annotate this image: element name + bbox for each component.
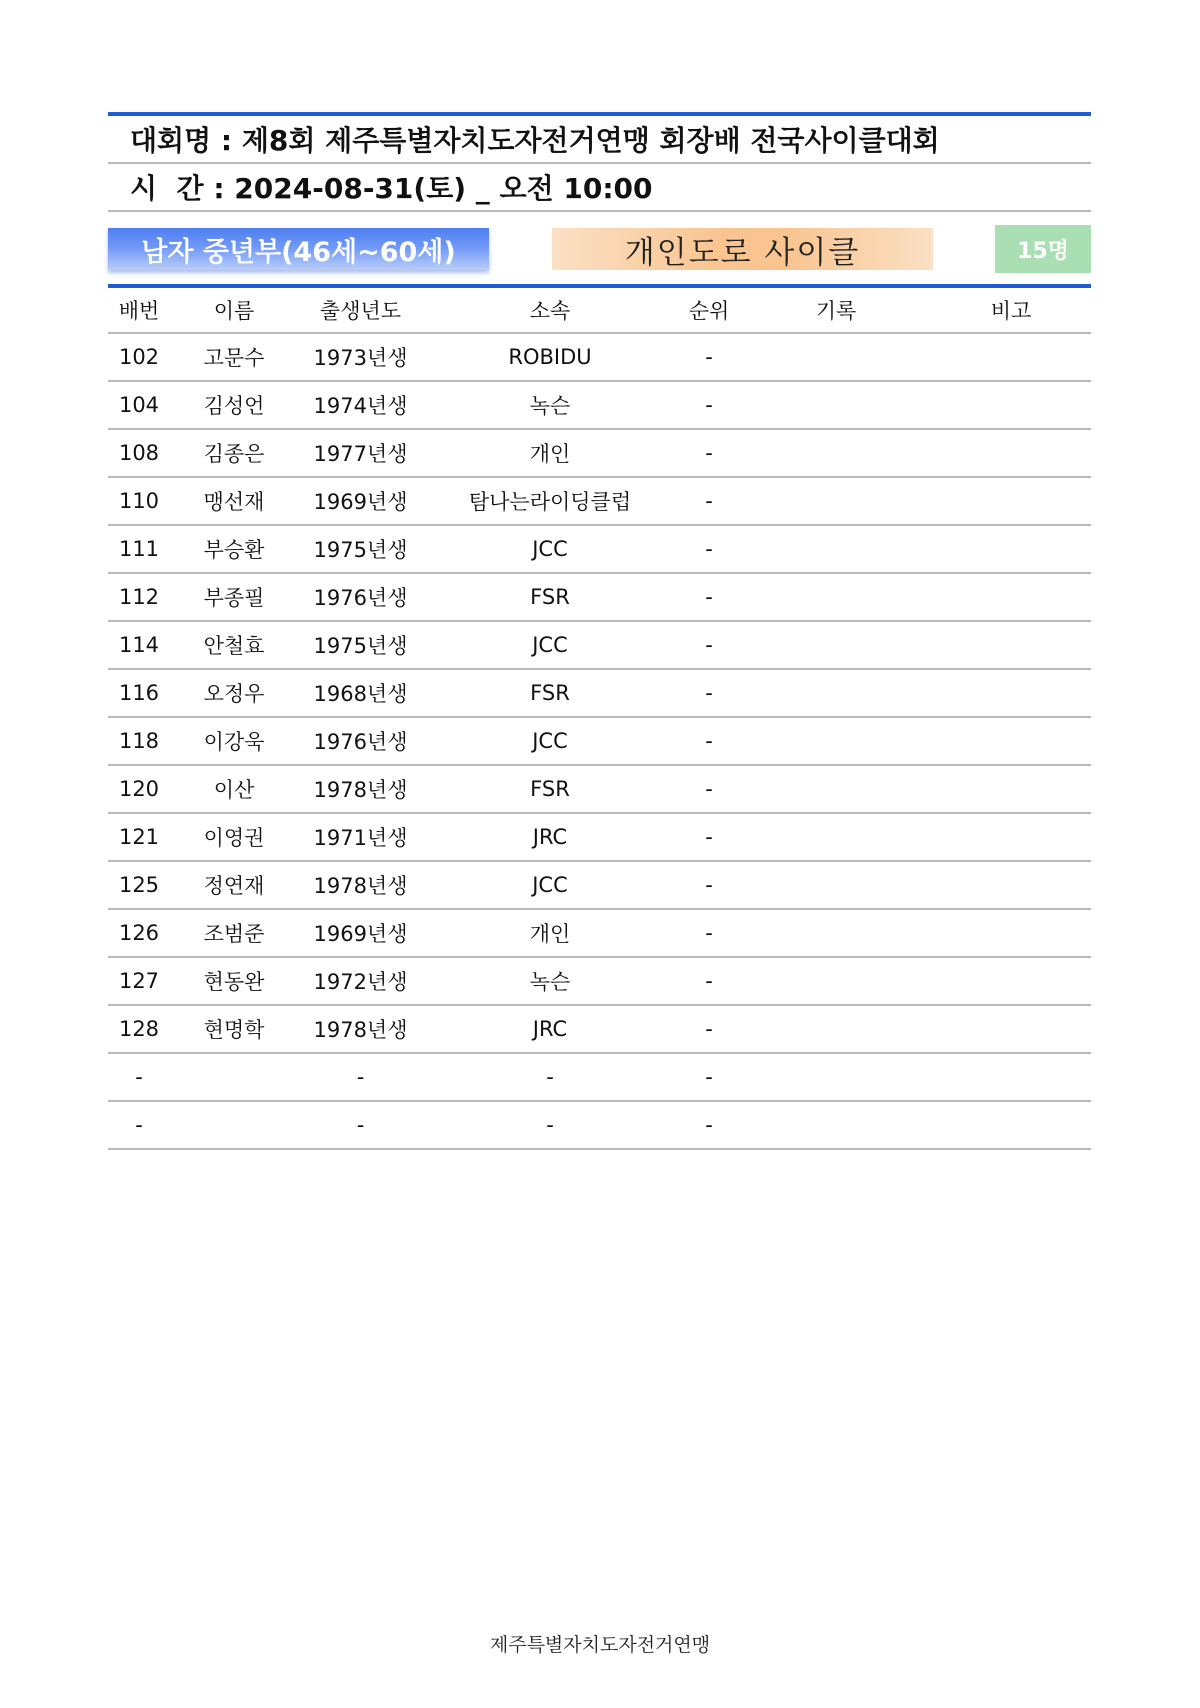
column-header-note: 비고 xyxy=(931,288,1091,333)
birth-year-cell: 1974년생 xyxy=(298,381,423,429)
column-header-team: 소속 xyxy=(423,288,677,333)
name-cell xyxy=(170,1101,298,1149)
note-cell xyxy=(931,1101,1091,1149)
name-cell: 현동완 xyxy=(170,957,298,1005)
record-cell xyxy=(741,333,931,381)
record-cell xyxy=(741,573,931,621)
note-cell xyxy=(931,861,1091,909)
name-cell: 부종필 xyxy=(170,573,298,621)
bib-cell: 111 xyxy=(108,525,170,573)
team-cell: JRC xyxy=(423,1005,677,1053)
team-cell: JCC xyxy=(423,525,677,573)
table-row xyxy=(108,381,1091,429)
bib-cell: 102 xyxy=(108,333,170,381)
record-cell xyxy=(741,429,931,477)
entry-sheet xyxy=(108,112,1091,1150)
table-row xyxy=(108,813,1091,861)
table-row xyxy=(108,525,1091,573)
time-row xyxy=(108,164,1091,212)
birth-year-cell: 1976년생 xyxy=(298,717,423,765)
note-cell xyxy=(931,765,1091,813)
rank-cell: - xyxy=(677,381,741,429)
name-cell: 이영권 xyxy=(170,813,298,861)
competition-row xyxy=(108,116,1091,164)
note-cell xyxy=(931,429,1091,477)
rank-cell: - xyxy=(677,429,741,477)
column-header-bib: 배번 xyxy=(108,288,170,333)
rank-cell: - xyxy=(677,957,741,1005)
team-cell: JCC xyxy=(423,621,677,669)
team-cell: 녹슨 xyxy=(423,381,677,429)
team-cell: - xyxy=(423,1053,677,1101)
note-cell xyxy=(931,813,1091,861)
table-row xyxy=(108,765,1091,813)
table-body xyxy=(108,333,1091,1149)
rank-cell: - xyxy=(677,1005,741,1053)
record-cell xyxy=(741,669,931,717)
event-label: 개인도로 사이클 xyxy=(552,228,933,270)
record-cell xyxy=(741,909,931,957)
participant-count-badge: 15명 xyxy=(995,225,1091,273)
note-cell xyxy=(931,333,1091,381)
rank-cell: - xyxy=(677,621,741,669)
bib-cell: 110 xyxy=(108,477,170,525)
table-row xyxy=(108,1053,1091,1101)
rank-cell: - xyxy=(677,333,741,381)
team-cell: FSR xyxy=(423,765,677,813)
bib-cell: 121 xyxy=(108,813,170,861)
rank-cell: - xyxy=(677,573,741,621)
birth-year-cell: 1973년생 xyxy=(298,333,423,381)
birth-year-cell: 1968년생 xyxy=(298,669,423,717)
rank-cell: - xyxy=(677,813,741,861)
bib-cell: 104 xyxy=(108,381,170,429)
record-cell xyxy=(741,765,931,813)
rank-cell: - xyxy=(677,477,741,525)
record-cell xyxy=(741,957,931,1005)
team-cell: FSR xyxy=(423,573,677,621)
record-cell xyxy=(741,621,931,669)
name-cell: 조범준 xyxy=(170,909,298,957)
rank-cell: - xyxy=(677,765,741,813)
bib-cell: 116 xyxy=(108,669,170,717)
birth-year-cell: 1969년생 xyxy=(298,477,423,525)
entry-table xyxy=(108,288,1091,1150)
rank-cell: - xyxy=(677,1053,741,1101)
column-header-record: 기록 xyxy=(741,288,931,333)
name-cell: 맹선재 xyxy=(170,477,298,525)
name-cell: 부승환 xyxy=(170,525,298,573)
team-cell: 탐나는라이딩클럽 xyxy=(423,477,677,525)
rank-cell: - xyxy=(677,525,741,573)
name-cell: 김성언 xyxy=(170,381,298,429)
note-cell xyxy=(931,1005,1091,1053)
rank-cell: - xyxy=(677,717,741,765)
birth-year-cell: 1976년생 xyxy=(298,573,423,621)
column-header-birth-year: 출생년도 xyxy=(298,288,423,333)
birth-year-cell: - xyxy=(298,1101,423,1149)
time-value: 2024-08-31(토) _ 오전 10:00 xyxy=(234,172,653,205)
name-cell: 정연재 xyxy=(170,861,298,909)
name-cell: 김종은 xyxy=(170,429,298,477)
team-cell: 개인 xyxy=(423,429,677,477)
birth-year-cell: 1978년생 xyxy=(298,765,423,813)
bib-cell: 108 xyxy=(108,429,170,477)
table-row xyxy=(108,429,1091,477)
table-row xyxy=(108,669,1091,717)
birth-year-cell: 1978년생 xyxy=(298,861,423,909)
name-cell: 안철효 xyxy=(170,621,298,669)
name-cell: 고문수 xyxy=(170,333,298,381)
note-cell xyxy=(931,669,1091,717)
footer-organization: 제주특별자치도자전거연맹 xyxy=(489,1634,711,1656)
table-row xyxy=(108,957,1091,1005)
note-cell xyxy=(931,957,1091,1005)
rank-cell: - xyxy=(677,909,741,957)
table-row xyxy=(108,909,1091,957)
team-cell: FSR xyxy=(423,669,677,717)
birth-year-cell: 1975년생 xyxy=(298,621,423,669)
team-cell: 개인 xyxy=(423,909,677,957)
note-cell xyxy=(931,477,1091,525)
record-cell xyxy=(741,1005,931,1053)
team-cell: JCC xyxy=(423,861,677,909)
team-cell: ROBIDU xyxy=(423,333,677,381)
team-cell: JRC xyxy=(423,813,677,861)
birth-year-cell: 1969년생 xyxy=(298,909,423,957)
note-cell xyxy=(931,717,1091,765)
rank-cell: - xyxy=(677,1101,741,1149)
birth-year-cell: 1971년생 xyxy=(298,813,423,861)
note-cell xyxy=(931,909,1091,957)
record-cell xyxy=(741,1101,931,1149)
name-cell: 현명학 xyxy=(170,1005,298,1053)
record-cell xyxy=(741,1053,931,1101)
record-cell xyxy=(741,717,931,765)
bib-cell: 114 xyxy=(108,621,170,669)
birth-year-cell: 1975년생 xyxy=(298,525,423,573)
division-label: 남자 중년부(46세~60세) xyxy=(108,228,489,270)
bib-cell: 112 xyxy=(108,573,170,621)
table-header-row xyxy=(108,288,1091,333)
bib-cell: - xyxy=(108,1053,170,1101)
bib-cell: 126 xyxy=(108,909,170,957)
name-cell: 이산 xyxy=(170,765,298,813)
bib-cell: - xyxy=(108,1101,170,1149)
table-row xyxy=(108,861,1091,909)
bib-cell: 125 xyxy=(108,861,170,909)
column-header-name: 이름 xyxy=(170,288,298,333)
table-row xyxy=(108,1005,1091,1053)
note-cell xyxy=(931,381,1091,429)
rank-cell: - xyxy=(677,861,741,909)
rank-cell: - xyxy=(677,669,741,717)
bib-cell: 128 xyxy=(108,1005,170,1053)
table-row xyxy=(108,477,1091,525)
time-label: 시 간 : xyxy=(130,172,225,205)
name-cell: 오정우 xyxy=(170,669,298,717)
column-header-rank: 순위 xyxy=(677,288,741,333)
record-cell xyxy=(741,525,931,573)
team-cell: JCC xyxy=(423,717,677,765)
bib-cell: 127 xyxy=(108,957,170,1005)
note-cell xyxy=(931,573,1091,621)
name-cell: 이강욱 xyxy=(170,717,298,765)
record-cell xyxy=(741,861,931,909)
table-row xyxy=(108,621,1091,669)
birth-year-cell: - xyxy=(298,1053,423,1101)
note-cell xyxy=(931,621,1091,669)
team-cell: - xyxy=(423,1101,677,1149)
bib-cell: 120 xyxy=(108,765,170,813)
table-row xyxy=(108,717,1091,765)
record-cell xyxy=(741,381,931,429)
table-row xyxy=(108,573,1091,621)
note-cell xyxy=(931,1053,1091,1101)
name-cell xyxy=(170,1053,298,1101)
note-cell xyxy=(931,525,1091,573)
table-row xyxy=(108,1101,1091,1149)
record-cell xyxy=(741,813,931,861)
table-row xyxy=(108,333,1091,381)
team-cell: 녹슨 xyxy=(423,957,677,1005)
bib-cell: 118 xyxy=(108,717,170,765)
competition-label: 대회명 : xyxy=(130,124,233,157)
birth-year-cell: 1972년생 xyxy=(298,957,423,1005)
record-cell xyxy=(741,477,931,525)
birth-year-cell: 1978년생 xyxy=(298,1005,423,1053)
birth-year-cell: 1977년생 xyxy=(298,429,423,477)
competition-name: 제8회 제주특별자치도자전거연맹 회장배 전국사이클대회 xyxy=(241,124,940,157)
category-banner xyxy=(108,212,1091,284)
